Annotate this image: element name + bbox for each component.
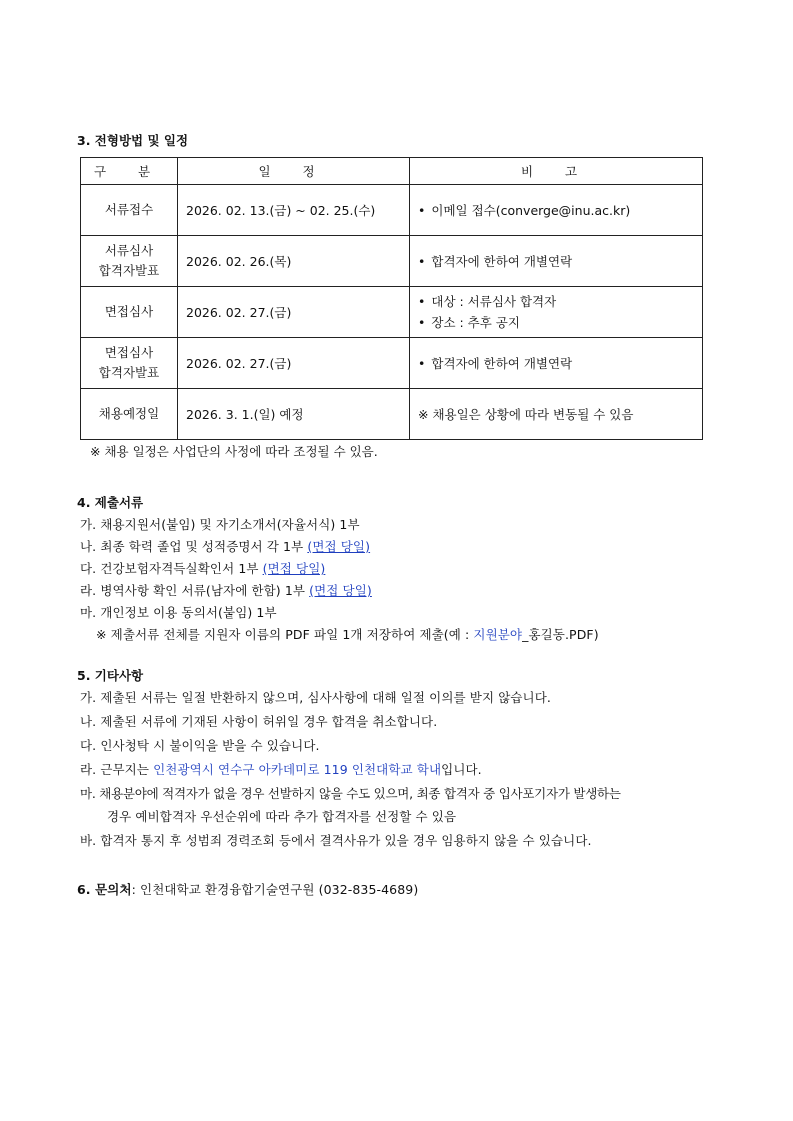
section6-title: 6. 문의처 bbox=[77, 882, 132, 897]
doc-item: 마. 개인정보 이용 동의서(붙임) 1부 bbox=[80, 605, 277, 620]
table-row bbox=[81, 389, 703, 440]
row-label bbox=[81, 236, 178, 287]
note-field: 지원분야 bbox=[473, 627, 523, 642]
note-prefix: ※ 제출서류 전체를 지원자 이름의 PDF 파일 1개 저장하여 제출(예 : bbox=[96, 627, 474, 642]
note-line: • 이메일 접수(converge@inu.ac.kr) bbox=[418, 201, 694, 219]
note-line: ※ 채용일은 상황에 따라 변동될 수 있음 bbox=[418, 407, 634, 422]
note-line: • 합격자에 한하여 개별연락 bbox=[418, 354, 694, 372]
table-row bbox=[81, 287, 703, 338]
doc-item: 가. 채용지원서(붙임) 및 자기소개서(자율서식) 1부 bbox=[80, 517, 360, 532]
row-label-line: 서류심사 bbox=[104, 243, 154, 258]
doc-item-text: 라. 병역사항 확인 서류(남자에 한함) 1부 bbox=[80, 583, 310, 598]
contact-colon: : bbox=[131, 882, 136, 897]
header-remarks: 비 고 bbox=[410, 158, 703, 185]
row-date: 2026. 02. 13.(금) ~ 02. 25.(수) bbox=[178, 185, 410, 236]
section3-title: 3. 전형방법 및 일정 bbox=[77, 133, 189, 148]
row-label: 면접심사 bbox=[81, 287, 178, 338]
doc-item-text: 나. 최종 학력 졸업 및 성적증명서 각 1부 bbox=[80, 539, 308, 554]
interview-day-link: (면접 당일) bbox=[307, 539, 371, 554]
misc-item-text: 입니다. bbox=[441, 762, 482, 777]
contact-line bbox=[77, 880, 418, 898]
table-row bbox=[81, 185, 703, 236]
misc-item: 나. 제출된 서류에 기재된 사항이 허위일 경우 합격을 취소합니다. bbox=[80, 714, 438, 729]
note-line: • 대상 : 서류심사 합격자 bbox=[418, 291, 694, 312]
row-notes bbox=[410, 338, 703, 389]
submission-note bbox=[96, 625, 599, 643]
misc-item: 바. 합격자 통지 후 성범죄 경력조회 등에서 결격사유가 있을 경우 임용하지 않을 수 있습니다. bbox=[80, 833, 592, 848]
row-date: 2026. 02. 27.(금) bbox=[178, 338, 410, 389]
header-schedule: 일 정 bbox=[178, 158, 410, 185]
doc-item bbox=[80, 581, 372, 599]
note-line: • 합격자에 한하여 개별연락 bbox=[418, 252, 694, 270]
row-date: 2026. 02. 26.(목) bbox=[178, 236, 410, 287]
work-location: 인천광역시 연수구 아카데미로 119 인천대학교 학내 bbox=[153, 762, 442, 777]
doc-item bbox=[80, 537, 370, 555]
row-notes bbox=[410, 287, 703, 338]
note-suffix: _홍길동.PDF) bbox=[522, 627, 599, 642]
misc-item-continued: 경우 예비합격자 우선순위에 따라 추가 합격자를 선정할 수 있음 bbox=[107, 809, 457, 824]
contact-info: 인천대학교 환경융합기술연구원 (032-835-4689) bbox=[140, 882, 419, 897]
schedule-table bbox=[80, 157, 703, 440]
interview-day-link: (면접 당일) bbox=[309, 583, 372, 598]
misc-item bbox=[80, 760, 482, 778]
misc-item: 마. 채용분야에 적격자가 없을 경우 선발하지 않을 수도 있으며, 최종 합격자 중 입사포기자가 발생하는 bbox=[80, 786, 621, 801]
row-label-line: 합격자발표 bbox=[98, 365, 160, 380]
row-notes bbox=[410, 185, 703, 236]
row-notes bbox=[410, 236, 703, 287]
schedule-footnote: ※ 채용 일정은 사업단의 사정에 따라 조정될 수 있음. bbox=[90, 444, 378, 459]
row-label: 서류접수 bbox=[81, 185, 178, 236]
schedule-header-row bbox=[81, 158, 703, 185]
doc-item-text: 다. 건강보험자격득실확인서 1부 bbox=[80, 561, 263, 576]
misc-item: 다. 인사청탁 시 불이익을 받을 수 있습니다. bbox=[80, 738, 320, 753]
table-row bbox=[81, 338, 703, 389]
header-category: 구 분 bbox=[81, 158, 178, 185]
doc-item bbox=[80, 559, 325, 577]
row-notes bbox=[410, 389, 703, 440]
misc-item-text: 라. 근무지는 bbox=[80, 762, 154, 777]
table-row bbox=[81, 236, 703, 287]
row-date: 2026. 02. 27.(금) bbox=[178, 287, 410, 338]
row-label-line: 합격자발표 bbox=[98, 263, 160, 278]
row-label-line: 면접심사 bbox=[104, 345, 154, 360]
row-label: 채용예정일 bbox=[81, 389, 178, 440]
interview-day-link: (면접 당일) bbox=[262, 561, 326, 576]
misc-item: 가. 제출된 서류는 일절 반환하지 않으며, 심사사항에 대해 일절 이의를 받지 않습니다. bbox=[80, 690, 551, 705]
note-line: • 장소 : 추후 공지 bbox=[418, 312, 694, 333]
section5-title: 5. 기타사항 bbox=[77, 668, 144, 683]
section4-title: 4. 제출서류 bbox=[77, 495, 144, 510]
row-date: 2026. 3. 1.(일) 예정 bbox=[178, 389, 410, 440]
row-label bbox=[81, 338, 178, 389]
